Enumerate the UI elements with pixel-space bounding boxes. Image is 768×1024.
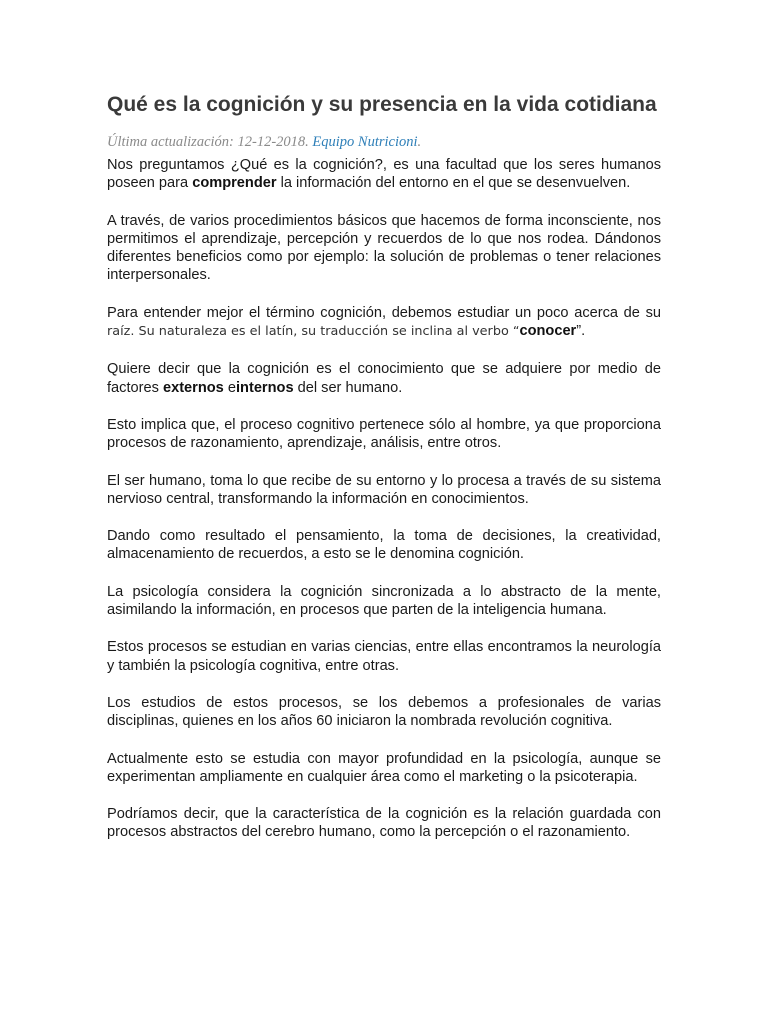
- paragraph-6: El ser humano, toma lo que recibe de su entorno y lo procesa a través de su sistema nervioso central, transformando la información en conocimientos.: [107, 472, 661, 507]
- paragraph-7: Dando como resultado el pensamiento, la toma de decisiones, la creatividad, almacenamiento de recuerdos, a esto se le denomina cognición.: [107, 528, 661, 563]
- paragraph-5: Esto implica que, el proceso cognitivo pertenece sólo al hombre, ya que proporciona procesos de razonamiento, aprendizaje, análisis, entre otros.: [107, 416, 661, 452]
- paragraph-12: Podríamos decir, que la característica de la cognición es la relación guardada con procesos abstractos del cerebro humano, como la percepción o el razonamiento.: [107, 806, 661, 841]
- article-meta: [107, 133, 661, 151]
- paragraph-text: Para entender mejor el término cognición, debemos estudiar un poco acerca de su: [107, 304, 661, 321]
- paragraph-9: Estos procesos se estudian en varias ciencias, entre ellas encontramos la neurología y también la psicología cognitiva, entre otras.: [107, 639, 661, 674]
- paragraph-2: A través, de varios procedimientos básicos que hacemos de forma inconsciente, nos permitimos el aprendizaje, percepción y recuerdos de lo que nos rodea. Dándonos diferentes beneficios como por ejemplo: la solución de problemas o tener relaciones interpersonales.: [107, 212, 661, 284]
- bold-term: externos: [162, 379, 224, 396]
- paragraph-text: Quiere decir que la cognición es el conocimiento que se adquiere por medio de factores: [107, 361, 661, 396]
- paragraph-10: Los estudios de estos procesos, se los debemos a profesionales de varias disciplinas, quienes en los años 60 iniciaron la nombrada revolución cognitiva.: [107, 694, 661, 730]
- paragraph-1: [107, 156, 661, 193]
- paragraph-text: Nos preguntamos ¿Qué es la cognición?, es una facultad que los seres humanos poseen para: [107, 157, 661, 192]
- paragraph-text: ”.: [576, 323, 586, 340]
- author-link[interactable]: Equipo Nutricioni: [312, 134, 418, 150]
- paragraph-11: Actualmente esto se estudia con mayor profundidad en la psicología, aunque se experimentan ampliamente en cualquier área como el marketing o la psicoterapia.: [107, 750, 661, 785]
- paragraph-text: la información del entorno en el que se desenvuelven.: [276, 175, 631, 192]
- author-suffix: .: [417, 134, 422, 150]
- document-page: [107, 91, 661, 842]
- paragraph-text: del ser humano.: [293, 379, 403, 396]
- bold-term: internos: [235, 379, 294, 396]
- paragraph-3: [107, 304, 661, 342]
- updated-date: Última actualización: 12-12-2018.: [107, 134, 309, 150]
- bold-term: conocer: [519, 323, 577, 340]
- bold-term: comprender: [192, 175, 277, 192]
- paragraph-4: [107, 360, 661, 397]
- paragraph-text-alt-font: raíz. Su naturaleza es el latín, su traducción se inclina al verbo “: [107, 324, 520, 340]
- paragraph-text: e: [223, 379, 236, 396]
- paragraph-8: La psicología considera la cognición sincronizada a lo abstracto de la mente, asimilando la información, en procesos que parten de la inteligencia humana.: [107, 583, 661, 619]
- article-title: Qué es la cognición y su presencia en la vida cotidiana: [107, 93, 657, 116]
